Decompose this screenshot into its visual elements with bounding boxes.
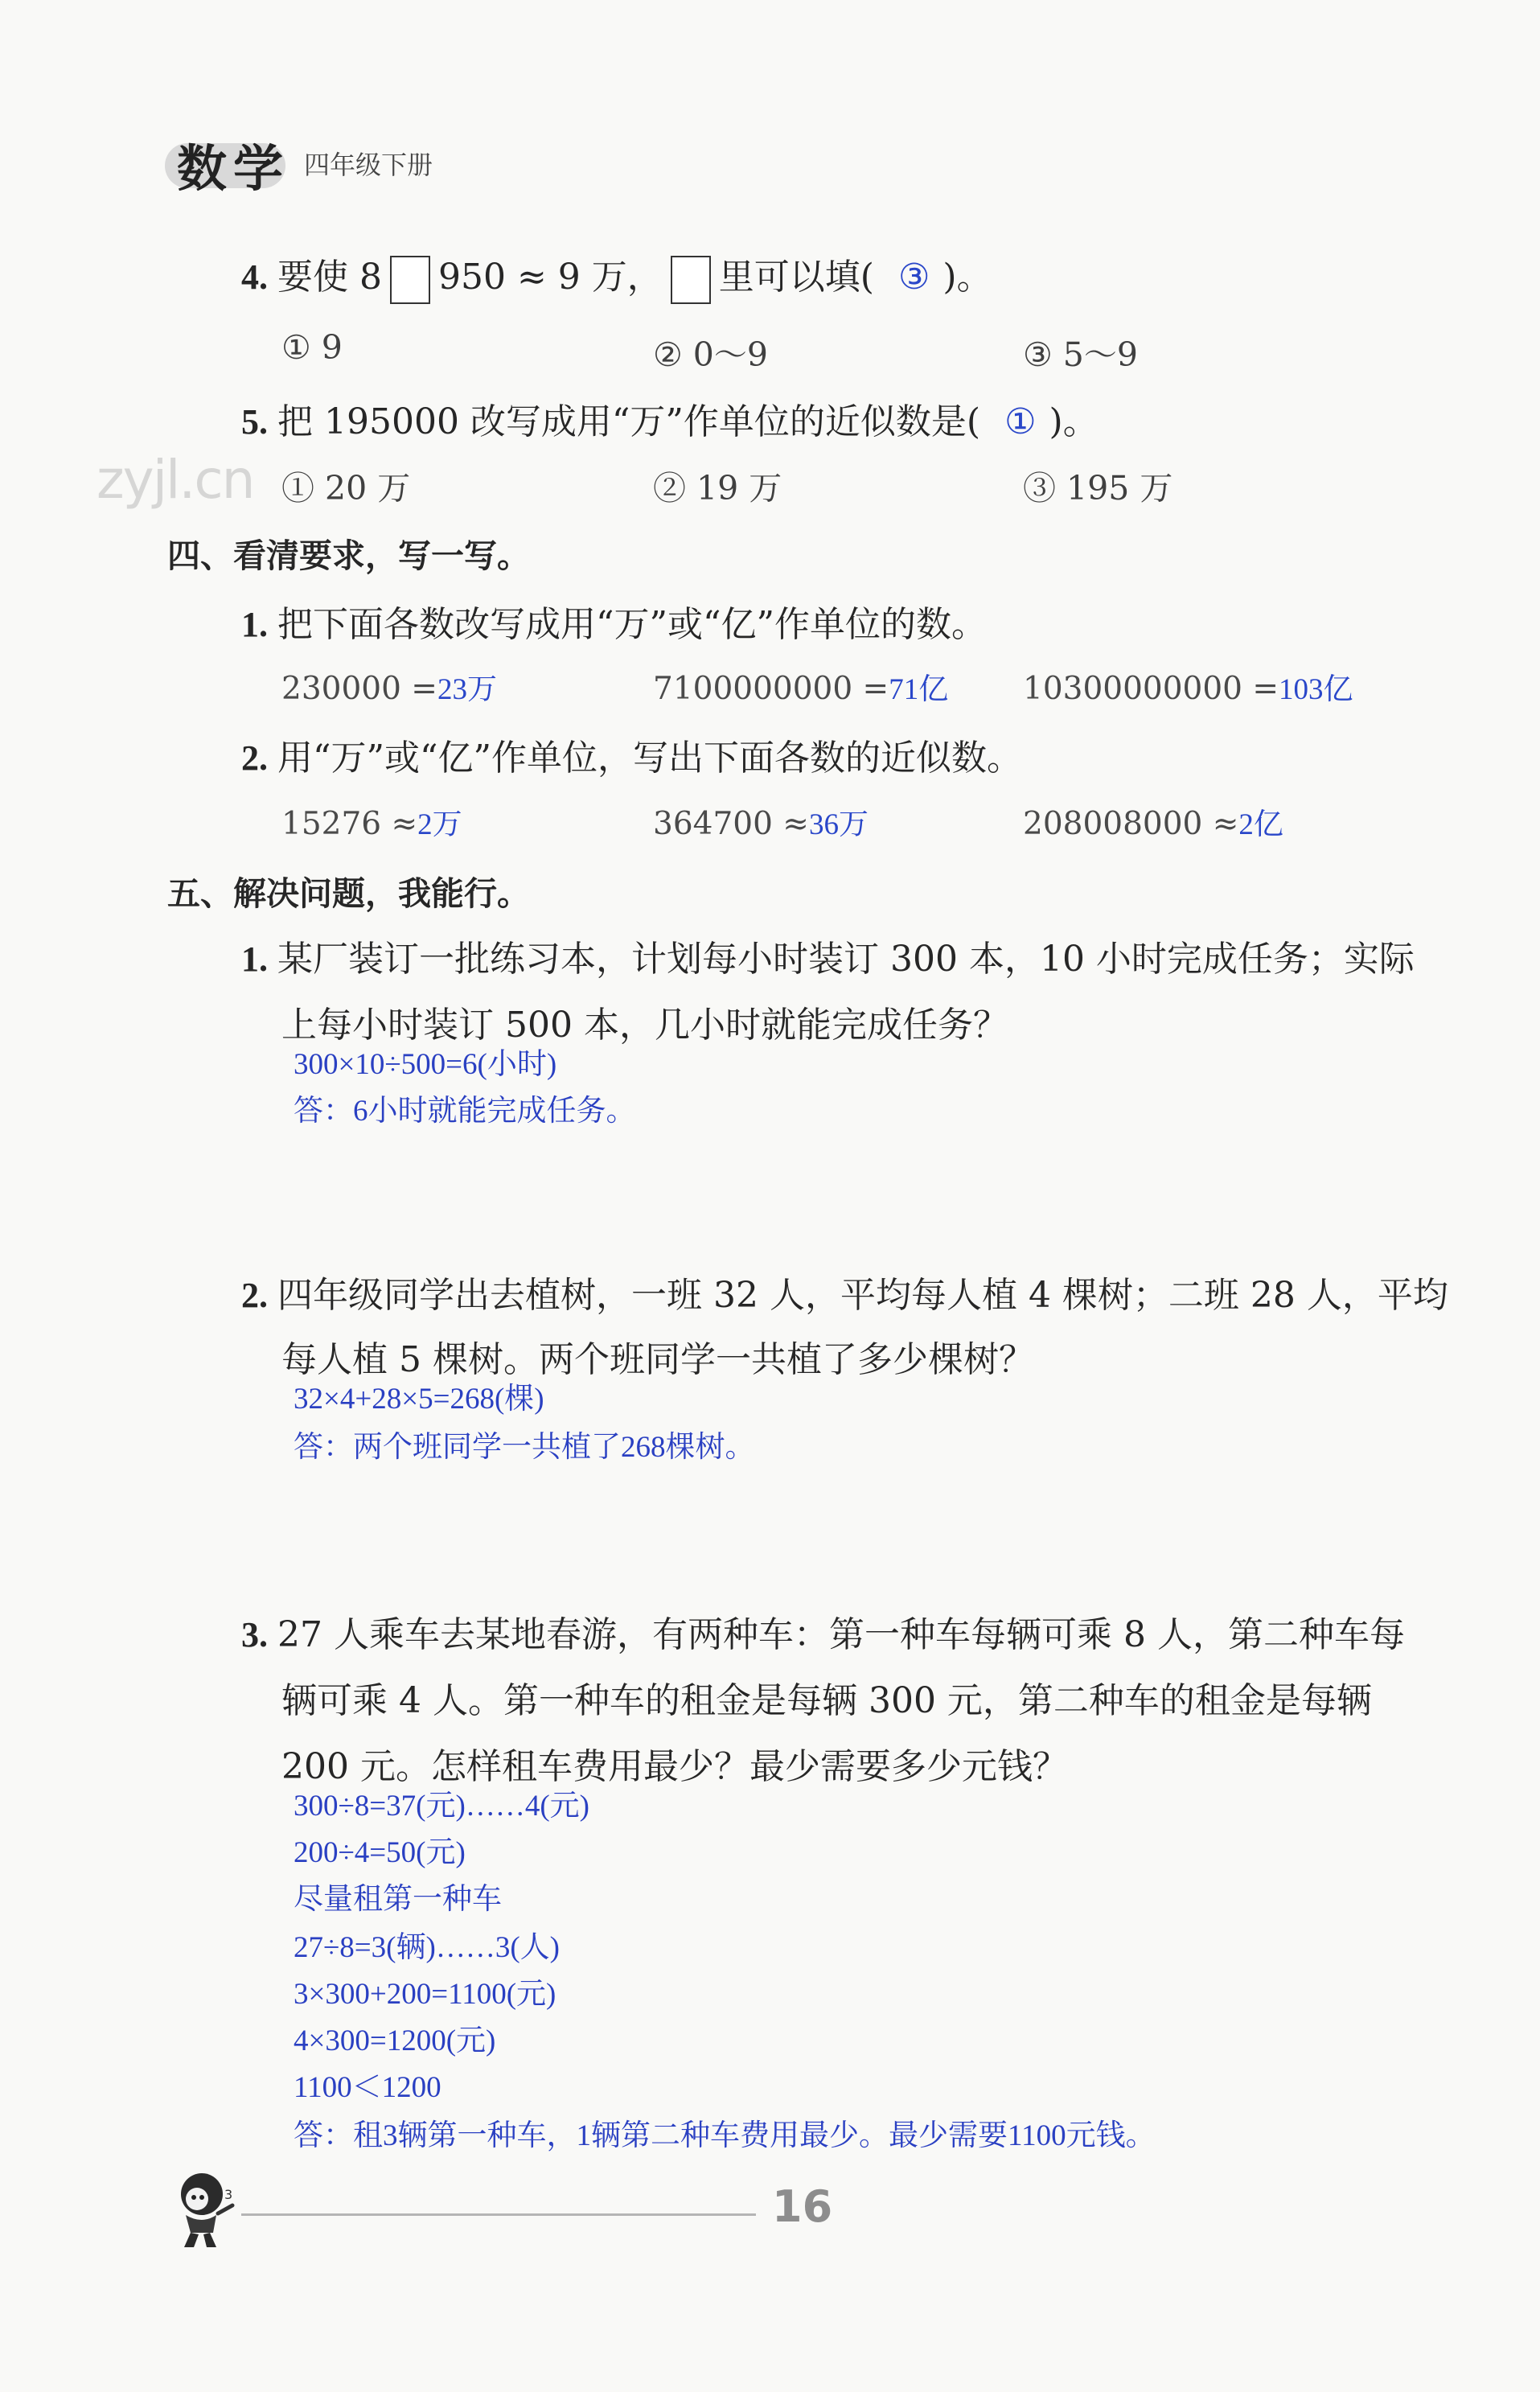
answer: 103亿 [1279,673,1353,706]
answer: 2万 [417,808,462,841]
question-number: 1. [241,939,268,979]
conversion-item: 10300000000 =103亿 [1023,671,1353,707]
option: ③ 195 万 [1023,469,1173,508]
conversion-item: 7100000000 =71亿 [653,671,949,707]
question-4-2: 2. 用“万”或“亿”作单位，写出下面各数的近似数。 [241,738,1022,779]
problem-3-line3: 200 元。怎样租车费用最少？最少需要多少元钱？ [281,1746,1068,1787]
work-line: 27÷8=3(辆)……3(人) [294,1931,560,1964]
footer-line [241,2213,756,2216]
answer-line: 答：6小时就能完成任务。 [294,1095,636,1128]
work-line: 3×300+200=1100(元) [294,1978,556,2011]
problem-1-line2: 上每小时装订 500 本，几小时就能完成任务？ [281,1005,1008,1046]
mascot-icon [165,2167,245,2254]
problem-2-line2: 每人植 5 棵树。两个班同学一共植了多少棵树？ [281,1339,1034,1380]
answer: 23万 [437,673,497,706]
option: ① 9 [281,328,343,367]
question-number: 4. [241,257,268,297]
question-number: 3. [241,1615,268,1654]
conversion-item: 230000 =23万 [281,671,497,707]
answer: 2亿 [1238,808,1283,841]
approximation-item: 208008000 ≈2亿 [1023,806,1283,842]
problem-3-line1: 3. 27 人乘车去某地春游，有两种车：第一种车每辆可乘 8 人，第二种车每 [241,1614,1405,1655]
question-4: 4. 要使 8 950 ≈ 9 万， 里可以填( ③ )。 [241,248,992,304]
answer-line: 答：两个班同学一共植了268棵树。 [294,1431,755,1464]
blank-box [671,256,711,304]
problem-1-line1: 1. 某厂装订一批练习本，计划每小时装订 300 本，10 小时完成任务；实际 [241,939,1415,980]
work-line: 200÷4=50(元) [294,1836,466,1869]
watermark: zyjl.cn [97,449,254,511]
option: ② 0～9 [653,335,768,374]
work-line: 300×10÷500=6(小时) [294,1048,557,1081]
work-line: 300÷8=37(元)……4(元) [294,1790,589,1823]
question-number: 5. [241,402,268,442]
header-title: 数学 [177,139,290,198]
answer-line: 答：租3辆第一种车，1辆第二种车费用最少。最少需要1100元钱。 [294,2119,1156,2152]
option: ① 20 万 [281,469,411,508]
work-line: 32×4+28×5=268(棵) [294,1383,544,1416]
section-heading: 五、解决问题，我能行。 [167,874,530,913]
question-number: 2. [241,738,268,778]
question-4-1: 1. 把下面各数改写成用“万”或“亿”作单位的数。 [241,604,987,645]
question-number: 1. [241,605,268,644]
problem-2-line1: 2. 四年级同学出去植树，一班 32 人，平均每人植 4 棵树；二班 28 人，平均 [241,1275,1448,1316]
work-line: 1100＜1200 [294,2071,441,2104]
work-line: 尽量租第一种车 [294,1883,502,1916]
section-heading: 四、看清要求，写一写。 [167,536,530,575]
svg-text:3: 3 [224,2187,233,2202]
answer: 71亿 [889,673,949,706]
question-5: 5. 把 195000 改写成用“万”作单位的近似数是( ① )。 [241,401,1099,442]
page-number: 16 [772,2181,833,2232]
option: ② 19 万 [653,469,782,508]
blank-box [390,256,430,304]
answer: 36万 [808,808,869,841]
question-number: 2. [241,1276,268,1315]
answer: ① [1004,401,1037,442]
approximation-item: 364700 ≈36万 [653,806,869,842]
work-line: 4×300=1200(元) [294,2024,496,2057]
problem-3-line2: 辆可乘 4 人。第一种车的租金是每辆 300 元，第二种车的租金是每辆 [281,1680,1372,1721]
answer: ③ [897,257,930,298]
option: ③ 5～9 [1023,335,1138,374]
header-subtitle: 四年级下册 [304,150,433,180]
approximation-item: 15276 ≈2万 [281,806,462,842]
